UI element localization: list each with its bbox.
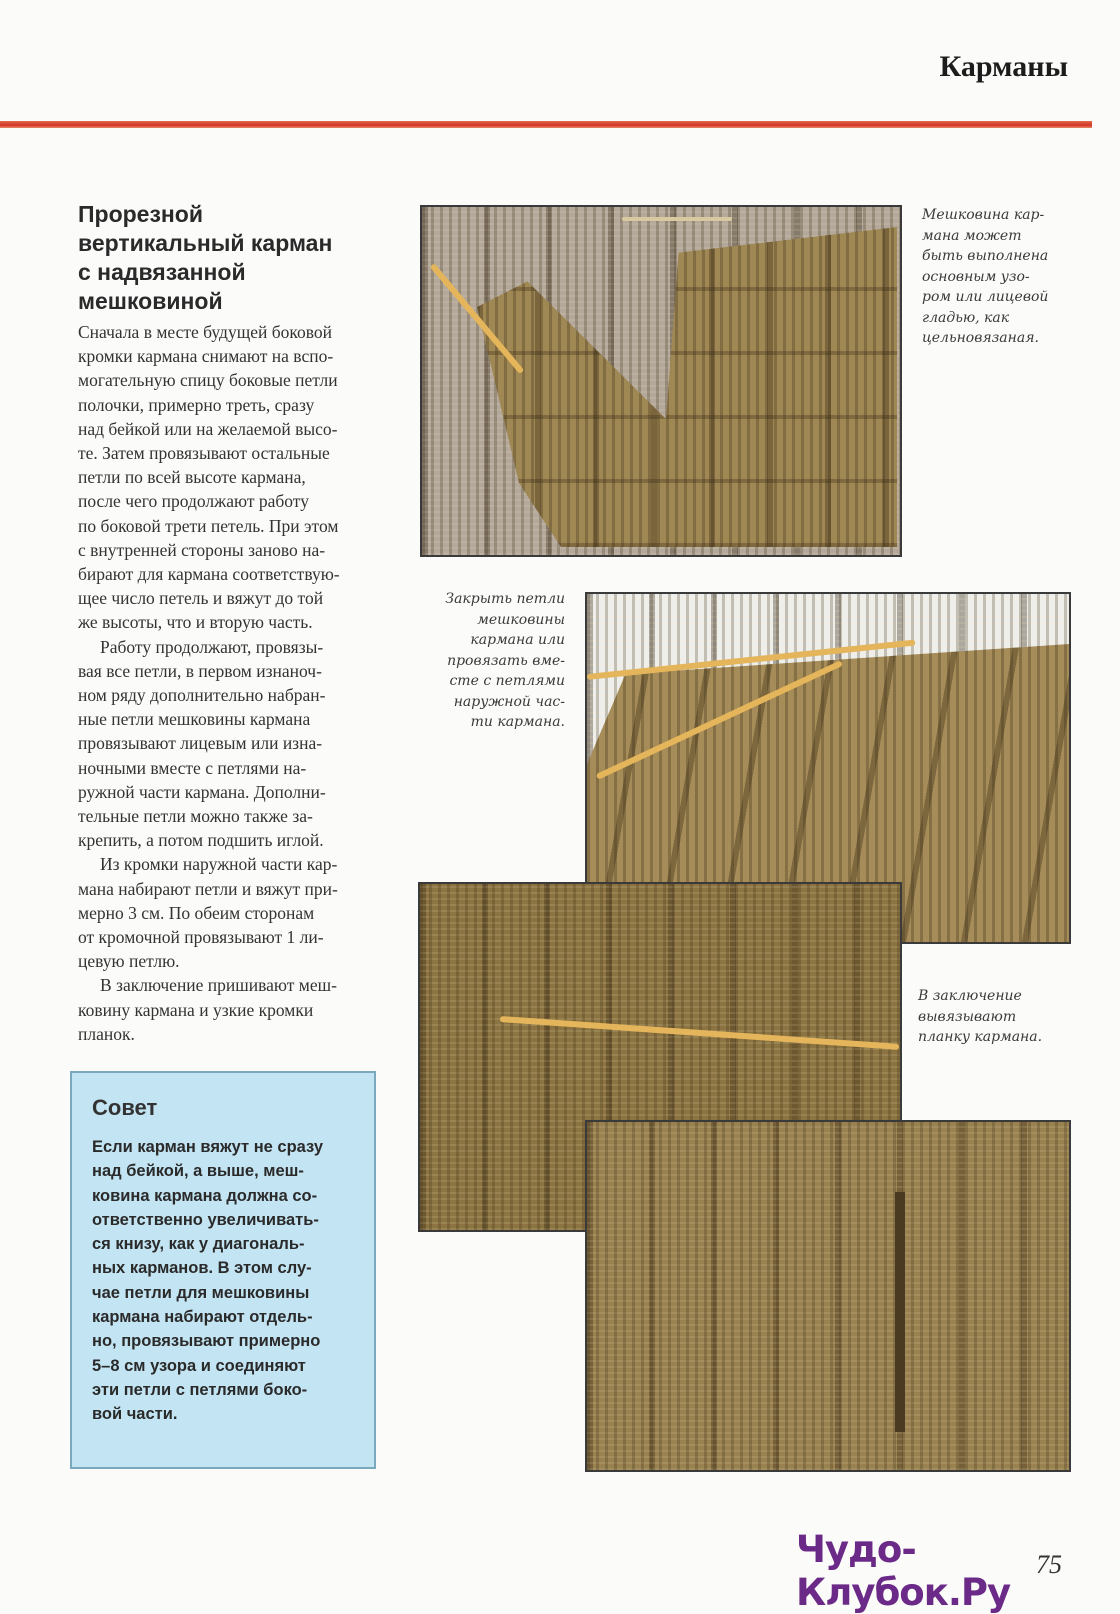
text-line: Прорезной: [78, 201, 203, 227]
text-line: В заключение пришивают меш-: [100, 975, 337, 996]
text-line: наружной час-: [453, 693, 565, 710]
pocket-opening: [895, 1192, 905, 1432]
text-line: ответственно увеличивать-: [92, 1210, 319, 1229]
paragraph: [78, 320, 388, 635]
text-line: тельные петли можно также за-: [78, 806, 313, 827]
text-line: ном ряду дополнительно набран-: [78, 685, 326, 706]
text-line: мана может: [922, 227, 1022, 244]
text-line: после чего продолжают работу: [78, 491, 309, 512]
paragraph: [78, 635, 388, 853]
tip-title: Совет: [92, 1095, 158, 1120]
text-line: кромки кармана снимают на вспо-: [78, 346, 334, 367]
text-line: ные петли мешковины кармана: [78, 709, 311, 730]
text-line: Сначала в месте будущей боковой: [78, 322, 332, 342]
text-line: от кромочной провязывают 1 ли-: [78, 927, 324, 948]
text-line: ковина кармана должна со-: [92, 1186, 318, 1205]
text-line: ных карманов. В этом слу-: [92, 1259, 312, 1278]
photo-finished-pocket: [585, 1120, 1071, 1472]
text-line: щее число петель и вяжут до той: [78, 588, 324, 609]
text-line: те. Затем провязывают остальные: [78, 443, 330, 464]
tip-body: [92, 1135, 323, 1427]
section-title: Карманы: [939, 50, 1068, 83]
text-line: Работу продолжают, провязы-: [100, 636, 324, 657]
text-line: гладью, как: [922, 309, 1010, 326]
text-line: петли по всей высоте кармана,: [78, 467, 306, 488]
text-line: ром или лицевой: [922, 289, 1049, 305]
text-line: ся книзу, как у диагональ-: [92, 1235, 305, 1254]
text-line: планок.: [78, 1023, 135, 1044]
text-line: планку кармана.: [918, 1029, 1043, 1045]
knitting-needle: [622, 217, 732, 221]
text-line: мерно 3 см. По обеим сторонам: [78, 902, 315, 923]
page-number: 75: [1036, 1550, 1062, 1579]
header-rule: [0, 121, 1092, 128]
paragraph: [78, 973, 388, 1046]
text-line: полочки, примерно треть, сразу: [78, 394, 315, 415]
text-line: эти петли с петлями боко-: [92, 1380, 308, 1399]
text-line: крепить, а потом подшить иглой.: [78, 830, 324, 851]
text-line: же высоты, что и вторую часть.: [78, 612, 313, 633]
text-line: быть выполнена: [922, 248, 1049, 264]
caption-photo1: [922, 205, 1048, 349]
text-line: вая все петли, в первом изнаноч-: [78, 660, 322, 681]
tip-box: [70, 1071, 376, 1469]
text-line: 5–8 см узора и соединяют: [92, 1356, 306, 1375]
text-line: В заключение: [918, 988, 1022, 1004]
text-line: кармана или: [470, 632, 565, 648]
article-heading: [78, 200, 398, 316]
text-line: над бейкой или на желаемой высо-: [78, 418, 338, 439]
text-line: Если карман вяжут не сразу: [92, 1138, 324, 1156]
text-line: чае петли для мешковины: [92, 1283, 310, 1302]
text-line: с надвязанной: [78, 259, 246, 285]
text-line: Мешковина кар-: [922, 207, 1045, 223]
text-line: Закрыть петли: [445, 591, 565, 607]
text-line: сте с петлями: [449, 673, 565, 689]
text-line: но, провязывают примерно: [92, 1332, 321, 1351]
text-line: провязать вме-: [447, 652, 565, 669]
text-line: по боковой трети петель. При этом: [78, 515, 339, 536]
text-line: цевую петлю.: [78, 951, 180, 972]
text-line: Из кромки наружной части кар-: [100, 854, 338, 875]
article-body: [78, 320, 388, 1046]
text-line: вой части.: [92, 1405, 178, 1424]
caption-photo3: [918, 986, 1042, 1048]
knit-fabric-image: [477, 227, 897, 547]
text-line: мана набирают петли и вяжут при-: [78, 878, 338, 899]
paragraph: [78, 852, 388, 973]
text-line: ночными вместе с петлями на-: [78, 757, 307, 778]
text-line: провязывают лицевым или изна-: [78, 733, 323, 754]
text-line: вертикальный карман: [78, 230, 333, 256]
text-line: мешковиной: [78, 288, 223, 314]
text-line: вывязывают: [918, 1008, 1017, 1025]
text-line: мешковины: [477, 611, 565, 628]
watermark: Чудо-Клубок.Ру: [796, 1528, 1011, 1614]
text-line: могательную спицу боковые петли: [78, 370, 338, 391]
text-line: ковину кармана и узкие кромки: [78, 999, 314, 1020]
knitting-needle: [500, 1016, 899, 1050]
text-line: ружной части кармана. Дополни-: [78, 781, 326, 802]
text-line: над бейкой, а выше, меш-: [92, 1162, 304, 1181]
text-line: кармана набирают отдель-: [92, 1308, 313, 1327]
text-line: цельновязаная.: [922, 330, 1039, 346]
caption-photo2: [405, 589, 565, 733]
text-line: ти кармана.: [470, 714, 565, 730]
text-line: основным узо-: [922, 268, 1030, 285]
photo-pocket-lining: [420, 205, 902, 557]
text-line: с внутренней стороны заново на-: [78, 539, 326, 560]
text-line: бирают для кармана соответствую-: [78, 564, 340, 585]
